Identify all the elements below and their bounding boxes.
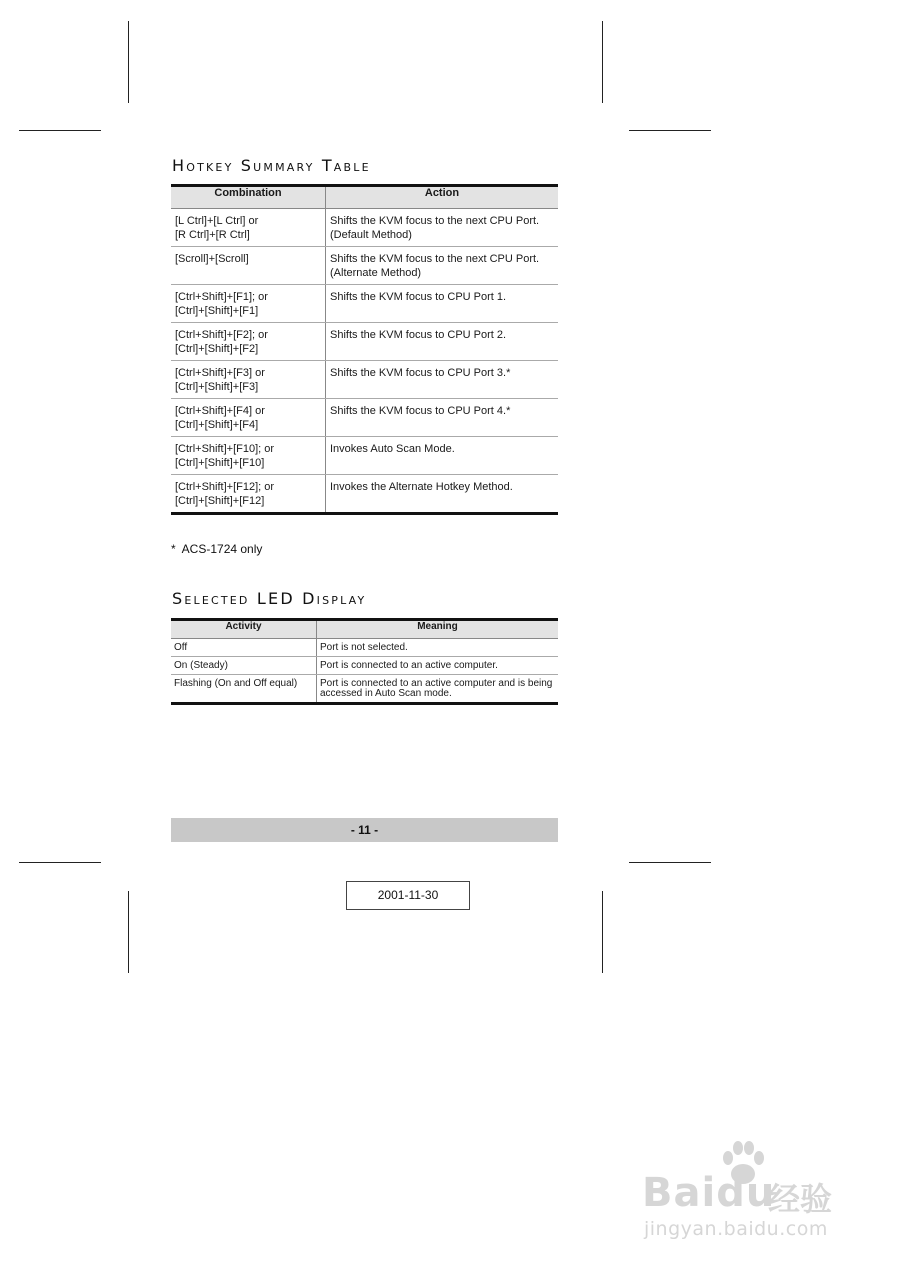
- table-header-row: [171, 186, 558, 209]
- meaning-cell: [317, 639, 559, 657]
- cell-line: (Alternate Method): [330, 267, 422, 279]
- cell-line: Shifts the KVM focus to CPU Port 1.: [330, 291, 507, 303]
- cell-line: [Ctrl]+[Shift]+[F1]: [175, 305, 259, 317]
- cell-line: [Ctrl+Shift]+[F1]; or: [175, 291, 268, 303]
- column-header-activity: Activity: [171, 620, 317, 639]
- crop-mark: [128, 21, 129, 103]
- crop-mark: [629, 862, 711, 863]
- crop-mark: [19, 862, 101, 863]
- cell-line: Invokes Auto Scan Mode.: [330, 443, 455, 455]
- cell-line: [Ctrl]+[Shift]+[F3]: [175, 381, 259, 393]
- crop-mark: [602, 21, 603, 103]
- cell-line: Shifts the KVM focus to CPU Port 4.*: [330, 405, 511, 417]
- table-row: [171, 361, 558, 399]
- cell-line: Invokes the Alternate Hotkey Method.: [330, 481, 513, 493]
- cell-line: [Scroll]+[Scroll]: [175, 253, 249, 265]
- cell-line: Port is not selected.: [320, 642, 408, 653]
- footnote: [171, 542, 262, 556]
- combination-cell: [171, 361, 326, 399]
- crop-mark: [629, 130, 711, 131]
- cell-line: Shifts the KVM focus to the next CPU Port.: [330, 253, 540, 265]
- footnote-text: ACS-1724 only: [181, 542, 263, 556]
- activity-cell: Off: [171, 639, 317, 657]
- table-row: [171, 639, 558, 657]
- activity-cell: On (Steady): [171, 657, 317, 675]
- cell-line: [R Ctrl]+[R Ctrl]: [175, 229, 250, 241]
- cell-line: [Ctrl+Shift]+[F10]; or: [175, 443, 275, 455]
- cell-line: Port is connected to an active computer and is being: [320, 678, 553, 689]
- combination-cell: [171, 437, 326, 475]
- combination-cell: [171, 323, 326, 361]
- baidu-jingyan-watermark: [636, 1140, 866, 1250]
- table-row: [171, 209, 558, 247]
- cell-line: [Ctrl]+[Shift]+[F4]: [175, 419, 259, 431]
- page-number: - 11 -: [350, 823, 379, 837]
- column-header-meaning: Meaning: [317, 620, 559, 639]
- watermark-brand: Baidu: [642, 1170, 776, 1216]
- cell-line: Shifts the KVM focus to the next CPU Port.: [330, 215, 540, 227]
- cell-line: [Ctrl+Shift]+[F4] or: [175, 405, 265, 417]
- combination-cell: [171, 399, 326, 437]
- led-section-title: Selected LED Display: [172, 589, 367, 608]
- footnote-marker: *: [171, 542, 176, 556]
- cell-line: [Ctrl]+[Shift]+[F12]: [175, 495, 265, 507]
- cell-line: (Default Method): [330, 229, 412, 241]
- combination-cell: [171, 209, 326, 247]
- table-row: [171, 285, 558, 323]
- crop-mark: [602, 891, 603, 973]
- action-cell: [326, 323, 559, 361]
- combination-cell: [171, 475, 326, 514]
- cell-line: [Ctrl]+[Shift]+[F2]: [175, 343, 259, 355]
- table-row: [171, 437, 558, 475]
- cell-line: [Ctrl+Shift]+[F2]; or: [175, 329, 268, 341]
- table-row: [171, 323, 558, 361]
- cell-line: [L Ctrl]+[L Ctrl] or: [175, 215, 259, 227]
- action-cell: [326, 399, 559, 437]
- cell-line: Shifts the KVM focus to CPU Port 2.: [330, 329, 507, 341]
- crop-mark: [128, 891, 129, 973]
- column-header-combination: Combination: [171, 186, 326, 209]
- crop-mark: [19, 130, 101, 131]
- watermark-url: jingyan.baidu.com: [644, 1218, 828, 1240]
- combination-cell: [171, 247, 326, 285]
- action-cell: [326, 361, 559, 399]
- date-stamp: 2001-11-30: [346, 881, 470, 910]
- meaning-cell: [317, 657, 559, 675]
- action-cell: [326, 285, 559, 323]
- cell-line: [Ctrl+Shift]+[F3] or: [175, 367, 265, 379]
- watermark-cn: 经验: [768, 1181, 833, 1217]
- column-header-action: Action: [326, 186, 559, 209]
- combination-cell: [171, 285, 326, 323]
- cell-line: [Ctrl+Shift]+[F12]; or: [175, 481, 275, 493]
- hotkey-summary-table: [171, 184, 558, 515]
- activity-cell: Flashing (On and Off equal): [171, 675, 317, 704]
- table-row: [171, 475, 558, 514]
- table-row: [171, 247, 558, 285]
- action-cell: [326, 209, 559, 247]
- led-display-table: [171, 618, 558, 705]
- cell-line: accessed in Auto Scan mode.: [320, 688, 452, 699]
- cell-line: [Ctrl]+[Shift]+[F10]: [175, 457, 265, 469]
- table-row: [171, 657, 558, 675]
- action-cell: [326, 247, 559, 285]
- page-number-bar: [171, 818, 558, 842]
- meaning-cell: [317, 675, 559, 704]
- action-cell: [326, 437, 559, 475]
- hotkey-section-title: Hotkey Summary Table: [172, 156, 371, 175]
- table-row: [171, 675, 558, 704]
- cell-line: Shifts the KVM focus to CPU Port 3.*: [330, 367, 511, 379]
- table-header-row: [171, 620, 558, 639]
- table-row: [171, 399, 558, 437]
- cell-line: Port is connected to an active computer.: [320, 660, 498, 671]
- action-cell: [326, 475, 559, 514]
